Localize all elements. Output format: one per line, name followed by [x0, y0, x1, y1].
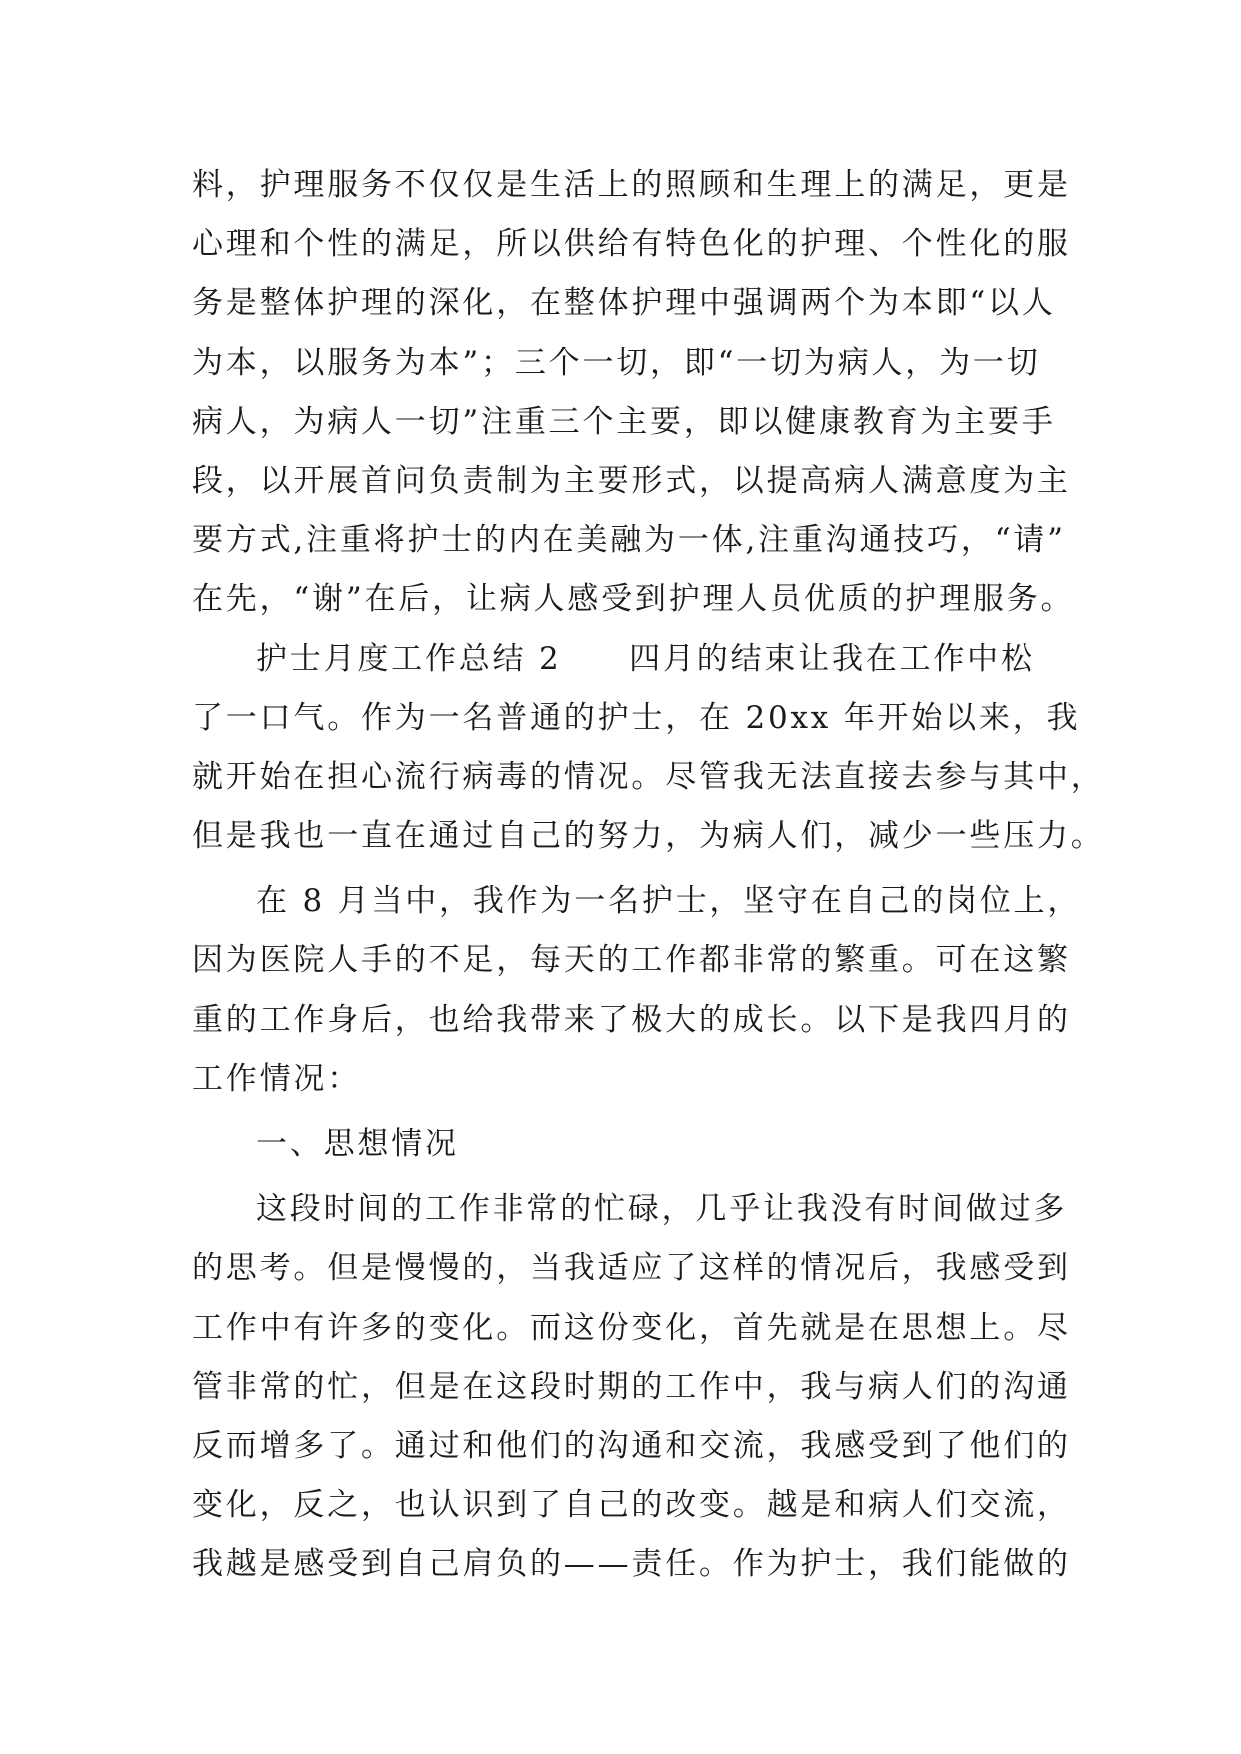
text-line: 工作中有许多的变化。而这份变化，首先就是在思想上。尽 [192, 1309, 1071, 1346]
text-line: 料，护理服务不仅仅是生活上的照顾和生理上的满足，更是 [192, 167, 1071, 203]
text-line: 了一口气。作为一名普通的护士，在 20xx 年开始以来，我 [192, 699, 1081, 736]
text-line: 的思考。但是慢慢的，当我适应了这样的情况后，我感受到 [192, 1250, 1071, 1287]
text-line: 因为医院人手的不足，每天的工作都非常的繁重。可在这繁 [192, 942, 1071, 979]
text-line: 变化，反之，也认识到了自己的改变。越是和病人们交流， [192, 1487, 1071, 1524]
text-line: 在先，“谢”在后，让病人感受到护理人员优质的护理服务。 [192, 581, 1075, 618]
paragraph-start-line: 在 8 月当中，我作为一名护士，坚守在自己的岗位上， [256, 883, 1082, 920]
section-heading-line: 护士月度工作总结 2 四月的结束让我在工作中松 [256, 640, 1035, 677]
text-line: 段，以开展首问负责制为主要形式，以提高病人满意度为主 [192, 462, 1071, 499]
paragraph-start-line: 这段时间的工作非常的忙碌，几乎让我没有时间做过多 [256, 1191, 1068, 1228]
text-line: 病人，为病人一切”注重三个主要，即以健康教育为主要手 [192, 403, 1056, 440]
text-line: 工作情况： [192, 1060, 361, 1097]
text-line: 心理和个性的满足，所以供给有特色化的护理、个性化的服 [192, 226, 1071, 263]
text-line: 就开始在担心流行病毒的情况。尽管我无法直接去参与其中， [192, 758, 1105, 795]
text-line: 管非常的忙，但是在这段时期的工作中，我与病人们的沟通 [192, 1368, 1071, 1405]
text-line: 反而增多了。通过和他们的沟通和交流，我感受到了他们的 [192, 1427, 1071, 1464]
text-line: 务是整体护理的深化，在整体护理中强调两个为本即“以人 [192, 285, 1056, 322]
subheading-line: 一、思想情况 [256, 1126, 459, 1162]
body-text [192, 156, 1105, 1595]
text-line: 要方式,注重将护士的内在美融为一体,注重沟通技巧，“请” [192, 522, 1066, 559]
text-line: 重的工作身后，也给我带来了极大的成长。以下是我四月的 [192, 1001, 1071, 1038]
text-line: 为本，以服务为本”；三个一切，即“一切为病人，为一切 [192, 344, 1041, 381]
text-line: 我越是感受到自己肩负的——责任。作为护士，我们能做的 [192, 1546, 1071, 1583]
text-line: 但是我也一直在通过自己的努力，为病人们，减少一些压力。 [192, 818, 1105, 855]
